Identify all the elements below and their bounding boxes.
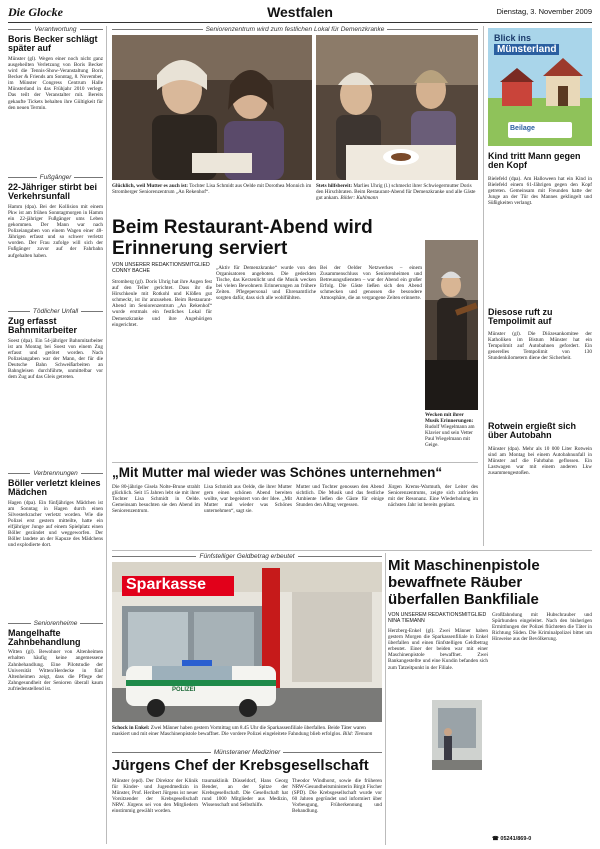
ad-line1: Blick ins (494, 33, 532, 43)
caption-text: Tochter Lisa Schmidt aus Oelde mit Dorothea Monnich im Stromberger Seniorenzentrum „An Rekenhof“. (112, 183, 312, 195)
headline: Böller verletzt kleines Mädchen (8, 477, 101, 498)
quote-col3: Mutter und Tochter genossen den Abend sichtlich. Die Musik und das festliche Ambiente ließen die Gäste für einige Stunden den Alltag vergessen. (296, 484, 384, 509)
quote-col1: Die 80-jährige Gisela Nolte-Brune strahlt glücklich. Seit 15 Jahren lebt sie mit ihrer Tochter Lisa Schmidt in Oelde. Gemeinsam besuchten sie den Abend im Seniorenzentrum. (112, 484, 200, 515)
photo-mother-daughter (112, 35, 312, 180)
photo-graphic (112, 35, 312, 180)
headline: Rotwein ergießt sich über Autobahn (488, 421, 577, 441)
ad-blick-ins-muensterland[interactable] (488, 28, 592, 146)
photo-dinner (316, 35, 478, 180)
robbery-col1: Herzberg-Enkel (gl). Zwei Männer haben gestern Morgen die Sparkassenfiliale in Enkel überfallen und einen fünfstelligen Geldbetrag erbeutet. Einer der beiden war mit einer Maschinenpistole bewaffnet. Zwei Bankangestellte und eine Kundin befanden sich zum Tatzeitpunkt in der Filiale. (388, 628, 488, 671)
left-column (8, 26, 103, 846)
rubric: Verbrennungen (8, 470, 103, 477)
caption-lead: Glücklich, weil Mutter es auch ist: (112, 183, 188, 189)
top-story-col1: Stromberg (gl). Doris Uhrig hat ihre Augen fest auf den Teller gerichtet. Dass ihr die Hirschkeule mit Rotkohl und Klößen gut schmeckt, ist ihr anzusehen. Beim Restaurant-Abend im Seniorenzentrum „An Rekenhof“ wurde erstmals ein festliches Lokal für Demenzkranke und ihre Angehörigen eingerichtet. (112, 279, 212, 328)
police-phone: ☎ 05241/869-0 (492, 836, 532, 842)
top-story-col2: „Aktiv für Demenzkranke“ wurde von den Organisatoren angeboten. Die gedeckten Tische, das Kerzenlicht und die Musik wecken bei vielen Bewohnern Erinnerungen an frühere Zeiten. Pflegepersonal und Ehrenamtliche sorgten dafür, dass sich alle wohlfühlten. (216, 265, 316, 302)
caption-text: Zwei Männer haben gestern Vormittag um 8.45 Uhr die Sparkassenfiliale überfallen. Beide Täter waren maskiert und mit einer Maschinenpistole bewaffnet. Die vordere Polizei eingeleitete Fahndung blieb erfolglos. (112, 725, 366, 737)
headline: Mangelhafte Zahnbehandlung (8, 627, 81, 647)
divider (112, 462, 478, 463)
quote-headline: „Mit Mutter mal wieder was Schönes unternehmen“ (112, 465, 443, 480)
caption-text: Rudolf Wiegelmann am Klavier und sein Vetter Paul Wiegelmann mit Geige. (425, 424, 475, 448)
caption-lead: Stets hilfsbereit: (316, 183, 353, 189)
article-text: Soest (dpa). Ein 54-jähriger Bahnmitarbeiter ist am Montag bei Soest von einem Zug erfasst und getötet worden. Nach Polizeiangaben war der Mann, der für die Deutsche Bahn Schweißarbeiten an Bahngleisen durchführte, unmittelbar vor dem Zug auf das Gleis getreten. (8, 337, 103, 381)
photo-bank-interior (432, 700, 482, 770)
bank-sign: Sparkasse (126, 576, 207, 593)
rubric: Seniorenzentrum wird zum festlichen Lokal für Demenzkranke (112, 26, 478, 33)
robbery-caption (112, 725, 382, 737)
cancer-headline: Jürgens Chef der Krebsgesellschaft (112, 757, 369, 774)
column-rule (385, 553, 386, 845)
caption-text: Marlies Uhrig (l.) schmeckt ihrer Schwiegermutter Doris den Hirschbraten. Beim Restaurant-Abend für Demenzkranke und alle Gäste gut ankam. (316, 183, 476, 201)
photo-sparkasse (112, 562, 382, 722)
robbery-col2: Großfahndung mit Hubschrauber und Spürhunden eingeleitet. Nach den bisherigen Ermittlungen der Polizei flüchteten die Täter in Richtung Süden. Die Kriminalpolizei bittet um Hinweise aus der Bevölkerung. (492, 612, 592, 643)
rubric: Seniorenheime (8, 620, 103, 627)
photo-credit: Bild: Tiemann (342, 731, 373, 737)
photo-caption-right (316, 183, 478, 201)
article-text: Hagen (dpa). Ein fünfjähriges Mädchen ist am Sonntag in Hagen durch einen Silvesterkracher verletzt worden. Wie die Polizei erst gestern mitteilte, hatte ein elfjähriger Junge auf einem Spielplatz einen Böller gezündet und weggeworfen. Der Böller landete an der Kapuze des Mädchens und explodierte dort. (8, 499, 103, 549)
cancer-col3: Theodor Windhorst, sowie die früheren NRW-Gesundheitsministerin Birgit Fischer (SPD). Die Krebsgesellschaft wurde vor 60 Jahren gegründet und informiert über Vorbeugung, Früherkennung und Behandlung. (292, 778, 382, 815)
rubric: Münsteraner Mediziner (112, 749, 382, 756)
quote-col2: Lisa Schmidt aus Oelde, die ihrer Mutter gern einen schönen Abend bereiten wollte, war begeistert von der Idee. „Mit Mutter mal wieder was Schönes unternehmen“, sagt sie. (204, 484, 292, 515)
quote-col4: Jürgen Krems-Warmuth, der Leiter des Seniorenzentrums, zeigte sich zufrieden mit der Resonanz. Eine Wiederholung im nächsten Jahr ist bereits geplant. (388, 484, 478, 509)
page-header (8, 4, 592, 23)
article-text: Münster (gl). Die Diözesankomitee der Katholiken im Bistum Münster hat ein Tempolimit auf Autobahnen gefordert. Ein generelles Tempolimit von 130 Stundenkilometern diene der Sicherheit. (488, 331, 592, 362)
ad-line2: Münsterland (494, 44, 559, 55)
photo-caption-left (112, 183, 312, 195)
article-text: Bielefeld (dpa). Am Halloween hat ein Kind in Bielefeld einem 61-Jährigen gegen den Kopf getreten. Gemeinsam mit Freunden hatte der Junge an der Tür des Mannes geklingelt und Süßigkeiten verlangt. (488, 176, 592, 207)
rubric: Verantwortung (8, 26, 103, 33)
headline: Boris Becker schlägt später auf (8, 34, 98, 54)
photo-musicians (425, 240, 478, 410)
column-rule (483, 26, 484, 546)
photo-graphic (316, 35, 478, 180)
byline: VON UNSEREM REDAKTIONSMITGLIED NINA TIEMANN (388, 612, 487, 624)
caption-lead: Schock in Enkel: (112, 725, 150, 731)
ad-caption: Beilage (510, 125, 535, 132)
top-story-headline: Beim Restaurant-Abend wird Erinnerung serviert (112, 217, 373, 259)
rubric: Tödlicher Unfall (8, 308, 103, 315)
issue-date: Dienstag, 3. November 2009 (496, 7, 592, 16)
article-text: Hamm (dpa). Bei der Kollision mit einem Pkw ist am frühen Sonntagmorgen in Hamm ein 22-jähriger Fußgänger ums Leben gekommen. Der Mann war nach Polizeiangaben von einem Wagen einer 48-Jährigen erfasst und so schwer verletzt worden. Der Frau zufolge will sich der Fußgänger zuvor auf der Fahrbahn aufgehalten haben. (8, 203, 103, 259)
divider (112, 550, 592, 551)
headline: Diesose ruft zu Tempolimit auf (488, 307, 553, 327)
article-text: Münster (dpa). Mehr als 10 000 Liter Rotwein sind am Montag bei einem Autobahnunfall in Münster auf die Fahrbahn geflossen. Ein Lastwagen war mit einem anderen Lkw zusammengestoßen. (488, 446, 592, 477)
caption-lead: Wecken mit ihrer Musik Erinnerungen: (425, 412, 474, 424)
newspaper-logo: Die Glocke (8, 5, 63, 19)
article-text: Witten (gl). Bewohner von Altenheimen erhalten häufig keine angemessene Zahnbehandlung. Eine Pilotstudie der Universität Witten/Herdecke in fünf Altenheimen zeigt, dass die Pflege der Zahngesundheit der Senioren überall kaum zufriedenstellend ist. (8, 649, 103, 692)
rubric: Fünfstelliger Geldbetrag erbeutet (112, 553, 382, 560)
headline: Kind tritt Mann gegen den Kopf (488, 151, 581, 171)
headline: 22-Jähriger stirbt bei Verkehrsunfall (8, 181, 98, 202)
photo-graphic (432, 700, 482, 770)
headline: Zug erfasst Bahnmitarbeiter (8, 315, 78, 336)
cancer-col2: traumaklinik Düsseldorf, Hans Georg Bender, an der Spitze der Krebsgesellschaft. Die Gesellschaft hat rund 1000 Mitglieder aus Medizin, Wissenschaft und Selbsthilfe. (202, 778, 288, 809)
photo-caption-musicians (425, 412, 478, 448)
article-text: Münster (gl). Wegen einer noch nicht ganz ausgeheilten Verletzung von Boris Becker wird die Tennis-Show-Veranstaltung Boris Becker & Friends am Sonntag, 8. November, im Münster Congress Centrum Halle Münsterland in das Frühjahr 2010 verlegt. Das teilt der Veranstalter mit. Bereits gekaufte Tickets behalten ihre Gültigkeit für den neuen Termin. (8, 55, 103, 111)
police-car-label: POLIZEI (172, 687, 196, 693)
section-title: Westfalen (267, 4, 333, 20)
robbery-headline: Mit Maschinenpistole bewaffnete Räuber überfallen Bankfiliale (388, 557, 540, 608)
byline: VON UNSERER REDAKTIONSMITGLIED CONNY BACHE (112, 262, 210, 274)
rubric: Fußgänger (8, 174, 103, 181)
top-story-col3: Bei der Oelder Netzwerkes – einem Zusammenschluss von Seniorenheimen und Betreuungsdiensten – war der Abend ein großer Erfolg. Die Gäste ließen sich den Abend schmecken und genossen die besondere Atmosphäre, die an vergangene Zeiten erinnerte. (320, 265, 422, 302)
column-rule (106, 26, 107, 844)
cancer-col1: Münster (epd). Der Direktor der Klinik für Kinder- und Jugendmedizin in Münster, Prof. Heribert Jürgens ist neuer Vorsitzender der Krebsgesellschaft NRW. Jürgens sei von den Mitgliedern einstimmig gewählt worden. (112, 778, 198, 815)
photo-credit: Bilder: Kuhlmann (340, 195, 378, 201)
photo-graphic (425, 240, 478, 410)
